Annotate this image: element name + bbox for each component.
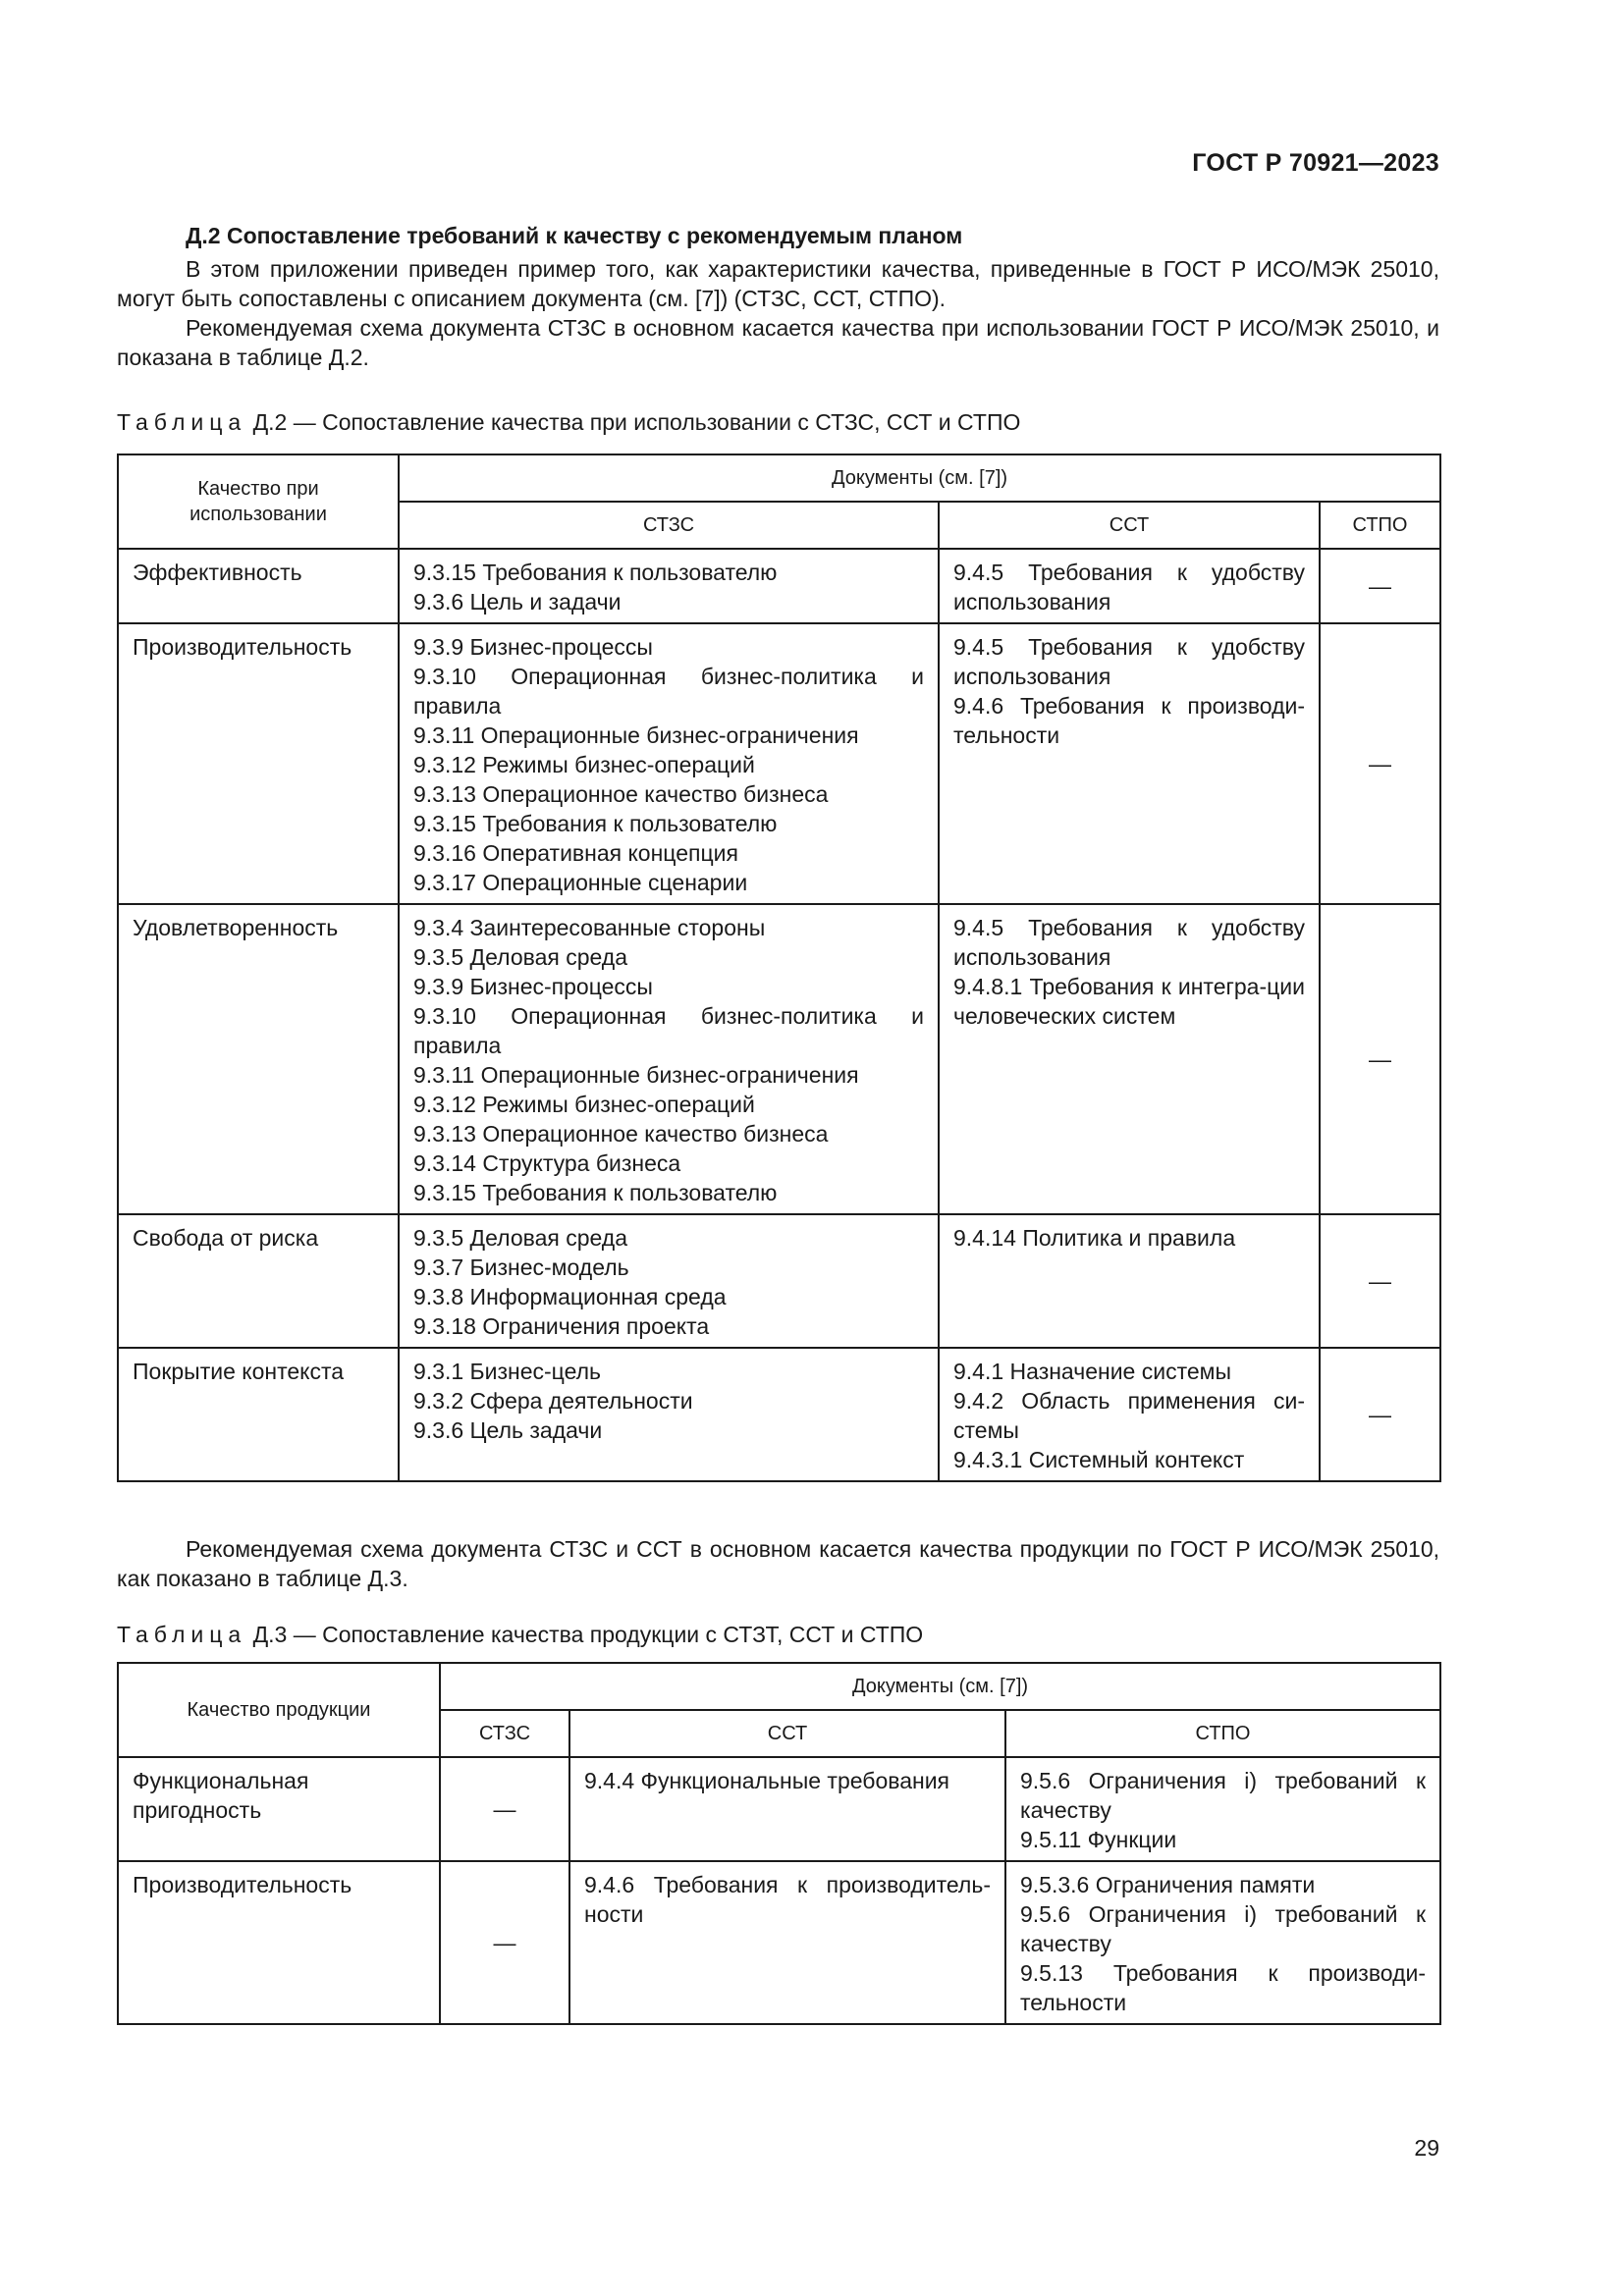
paragraph-product-quality-block [117,1534,1439,1593]
paragraph-stzs-scheme: Рекомендуемая схема документа СТЗС в основном касается качества при использовании ГОСТ Р ИСО/МЭК 25010, и показана в таблице Д.2. [117,315,1439,370]
reference-line: 9.4.6 Требования к производитель-ности [584,1872,991,1927]
table-row [118,1861,1440,2024]
cell-c3: — [1320,1214,1440,1348]
table-row [118,549,1440,623]
reference-line: 9.4.8.1 Требования к интегра-ции человеческих систем [953,974,1305,1029]
header-documents: Документы (см. [7]) [399,454,1440,502]
reference-line: 9.4.5 Требования к удобству использования [953,915,1305,970]
caption-label: Таблица [117,409,247,435]
document-header-id: ГОСТ Р 70921—2023 [1192,149,1439,177]
reference-line: 9.3.9 Бизнес-процессы [413,634,653,660]
table-row [118,904,1440,1214]
cell-quality: Удовлетворенность [118,904,399,1214]
cell-quality: Производительность [118,1861,440,2024]
table-d2-body [118,549,1440,1481]
reference-line: 9.3.4 Заинтересованные стороны [413,915,766,940]
reference-line: 9.4.2 Область применения си-стемы [953,1388,1305,1443]
page-number: 29 [1414,2135,1439,2161]
cell-c3: — [1320,623,1440,904]
caption-label: Таблица [117,1622,247,1647]
reference-line: 9.3.14 Структура бизнеса [413,1150,681,1176]
cell-c3: — [1320,549,1440,623]
reference-line: 9.3.15 Требования к пользователю [413,560,778,585]
reference-line: 9.3.11 Операционные бизнес-ограничения [413,722,859,748]
reference-line: 9.3.15 Требования к пользователю [413,1180,778,1205]
table-d3-caption [117,1620,923,1649]
cell-c1 [399,623,939,904]
reference-line: 9.5.3.6 Ограничения памяти [1020,1872,1316,1897]
reference-line: 9.3.6 Цель и задачи [413,589,622,614]
cell-c2 [569,1861,1005,2024]
table-d3-body [118,1757,1440,2024]
reference-line: 9.3.15 Требования к пользователю [413,811,778,836]
reference-line: 9.3.16 Оперативная концепция [413,840,738,866]
cell-c1: — [440,1757,569,1861]
cell-c2 [569,1757,1005,1861]
reference-line: 9.3.9 Бизнес-процессы [413,974,653,999]
reference-line: 9.3.5 Деловая среда [413,1225,628,1251]
cell-quality: Функциональная пригодность [118,1757,440,1861]
reference-line: 9.4.6 Требования к производи-тельности [953,693,1305,748]
reference-line: 9.3.10 Операционная бизнес-политика и правила [413,1003,924,1058]
section-title: Д.2 Сопоставление требований к качеству с рекомендуемым планом [186,223,963,248]
cell-c2 [939,1214,1320,1348]
cell-c3: — [1320,1348,1440,1481]
reference-line: 9.5.6 Ограничения i) требований к качеству [1020,1901,1427,1956]
cell-quality: Производительность [118,623,399,904]
reference-line: 9.5.13 Требования к производи-тельности [1020,1960,1427,2015]
table-row [118,1757,1440,1861]
header-documents: Документы (см. [7]) [440,1663,1440,1710]
cell-quality: Эффективность [118,549,399,623]
reference-line: 9.4.1 Назначение системы [953,1359,1231,1384]
table-d2-caption [117,407,1020,437]
reference-line: 9.3.13 Операционное качество бизнеса [413,781,829,807]
cell-c2 [939,1348,1320,1481]
reference-line: 9.3.6 Цель задачи [413,1417,603,1443]
reference-line: 9.3.2 Сфера деятельности [413,1388,693,1414]
reference-line: 9.4.4 Функциональные требования [584,1768,949,1793]
section-d2 [117,221,1439,372]
cell-c1 [399,1214,939,1348]
reference-line: 9.3.5 Деловая среда [413,944,628,970]
caption-text: Д.3 — Сопоставление качества продукции с СТЗТ, ССТ и СТПО [252,1622,924,1647]
reference-line: 9.3.10 Операционная бизнес-политика и правила [413,664,924,719]
header-stzs: СТЗС [399,502,939,549]
cell-c3 [1005,1861,1440,2024]
table-d3 [117,1662,1441,2025]
header-stzs: СТЗС [440,1710,569,1757]
reference-line: 9.3.13 Операционное качество бизнеса [413,1121,829,1147]
reference-line: 9.3.8 Информационная среда [413,1284,727,1309]
reference-line: 9.3.11 Операционные бизнес-ограничения [413,1062,859,1088]
reference-line: 9.3.7 Бизнес-модель [413,1255,629,1280]
cell-c1 [399,1348,939,1481]
caption-text: Д.2 — Сопоставление качества при использовании с СТЗС, ССТ и СТПО [252,409,1021,435]
reference-line: 9.5.6 Ограничения i) требований к качеству [1020,1768,1427,1823]
reference-line: 9.4.5 Требования к удобству использования [953,560,1305,614]
reference-line: 9.4.14 Политика и правила [953,1225,1236,1251]
reference-line: 9.3.1 Бизнес-цель [413,1359,602,1384]
table-d2 [117,454,1441,1482]
cell-c2 [939,904,1320,1214]
reference-line: 9.4.3.1 Системный контекст [953,1447,1245,1472]
table-row [118,1348,1440,1481]
header-stpo: СТПО [1005,1710,1440,1757]
table-row [118,623,1440,904]
header-stpo: СТПО [1320,502,1440,549]
reference-line: 9.3.12 Режимы бизнес-операций [413,752,755,777]
reference-line: 9.4.5 Требования к удобству использования [953,634,1305,689]
header-sst: ССТ [569,1710,1005,1757]
reference-line: 9.3.18 Ограничения проекта [413,1313,710,1339]
cell-c3 [1005,1757,1440,1861]
reference-line: 9.3.12 Режимы бизнес-операций [413,1092,755,1117]
cell-c3: — [1320,904,1440,1214]
header-quality-in-use: Качество при использовании [118,454,399,549]
reference-line: 9.3.17 Операционные сценарии [413,870,748,895]
header-sst: ССТ [939,502,1320,549]
cell-quality: Покрытие контекста [118,1348,399,1481]
cell-quality: Свобода от риска [118,1214,399,1348]
cell-c2 [939,549,1320,623]
paragraph-product-quality: Рекомендуемая схема документа СТЗС и ССТ в основном касается качества продукции по ГОСТ Р ИСО/МЭК 25010, как показано в таблице Д.3. [117,1536,1439,1591]
paragraph-intro: В этом приложении приведен пример того, как характеристики качества, приведенные в ГОСТ Р ИСО/МЭК 25010, могут быть сопоставлены с описанием документа (см. [7]) (СТЗС, ССТ, СТПО). [117,256,1439,311]
cell-c1: — [440,1861,569,2024]
cell-c1 [399,549,939,623]
cell-c2 [939,623,1320,904]
header-product-quality: Качество продукции [118,1663,440,1757]
table-row [118,1214,1440,1348]
reference-line: 9.5.11 Функции [1020,1827,1177,1852]
cell-c1 [399,904,939,1214]
